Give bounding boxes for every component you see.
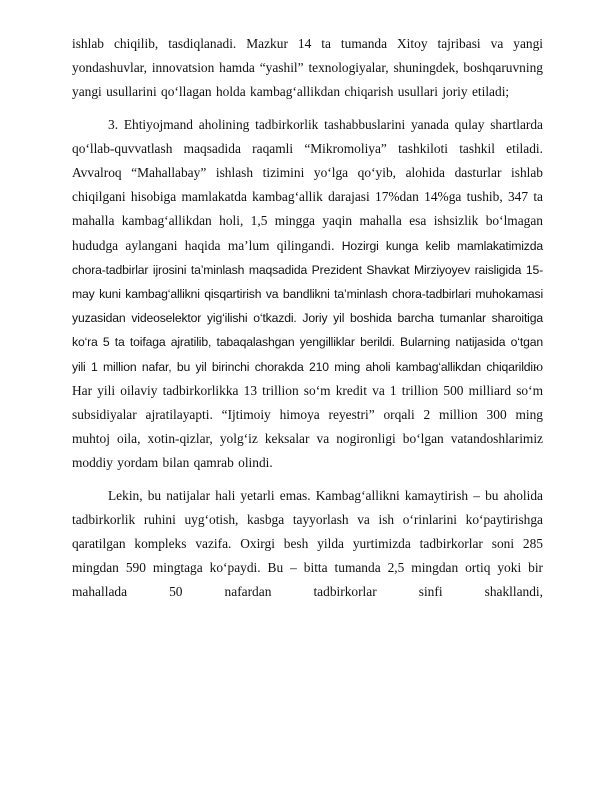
- paragraph-2: [72, 113, 543, 476]
- paragraph-2-part-3: ю Har yili oilaviy tadbirkorlikka 13 trillion so‘m kredit va 1 trillion 500 milliard so‘m subsidiyalar ajratilayapti. “Ijtimoiy himoya reyestri” orqali 2 million 300 ming muhtoj oila, xotin-qizlar, yolg‘iz keksalar va nogironligi bo‘lgan vatandoshlarimiz moddiy yordam bilan qamrab olindi.: [72, 358, 543, 471]
- paragraph-3-text: Lekin, bu natijalar hali yetarli emas. Kambag‘allikni kamaytirish – bu aholida tadbirkorlik ruhini uyg‘otish, kasbga tayyorlash va ish o‘rinlarini ko‘paytirishga qaratilgan kompleks vazifa. Oxirgi besh yilda yurtimizda tadbirkorlar soni 285 mingdan 590 mingtaga ko‘paydi. Bu – bitta tumanda 2,5 mingdan ortiq yoki bir mahallada 50 nafardan tadbirkorlar sinfi shakllandi,: [72, 487, 543, 600]
- paragraph-3: [72, 484, 543, 605]
- document-page: [72, 32, 543, 605]
- paragraph-2-part-1: 3. Ehtiyojmand aholining tadbirkorlik tashabbuslarini yanada qulay shartlarda qo‘llab-quvvatlash maqsadida raqamli “Mikromoliya” tashkiloti tashkil etiladi. Avvalroq “Mahallabay” ishlash tizimini yo‘lga qo‘yib, alohida dasturlar ishlab chiqilgani hisobiga mamlakatda kambag‘allik darajasi 17%dan 14%ga tushib, 347 ta mahalla kambag‘allikdan holi, 1,5 mingga yaqin mahalla esa ishsizlik bo‘lmagan hududga aylangani haqida ma’lum qilingandi.: [72, 116, 543, 253]
- paragraph-2-part-2: Hozirgi kunga kelib mamlakatimizda chora-tadbirlar ijrosini ta’minlash maqsadida Prezident Shavkat Mirziyoyev raisligida 15-may kuni kambag‘allikni qisqartirish va bandlikni ta’minlash chora-tadbirlari muhokamasi yuzasidan videoselektor yig‘ilishi o‘tkazdi. Joriy yil boshida barcha tumanlar sharoitiga ko‘ra 5 ta toifaga ajratilib, tabaqalashgan yengilliklar berildi. Bularning natijasida o‘tgan yili 1 million nafar, bu yil birinchi chorakda 210 ming aholi kambag‘allikdan chiqarildi: [72, 238, 543, 374]
- paragraph-1-text: ishlab chiqilib, tasdiqlanadi. Mazkur 14 ta tumanda Xitoy tajribasi va yangi yondashuvlar, innovatsion hamda “yashil” texnologiyalar, shuningdek, boshqaruvning yangi usullarini qo‘llagan holda kambag‘allikdan chiqarish usullari joriy etiladi;: [72, 36, 543, 100]
- paragraph-1: [72, 32, 543, 105]
